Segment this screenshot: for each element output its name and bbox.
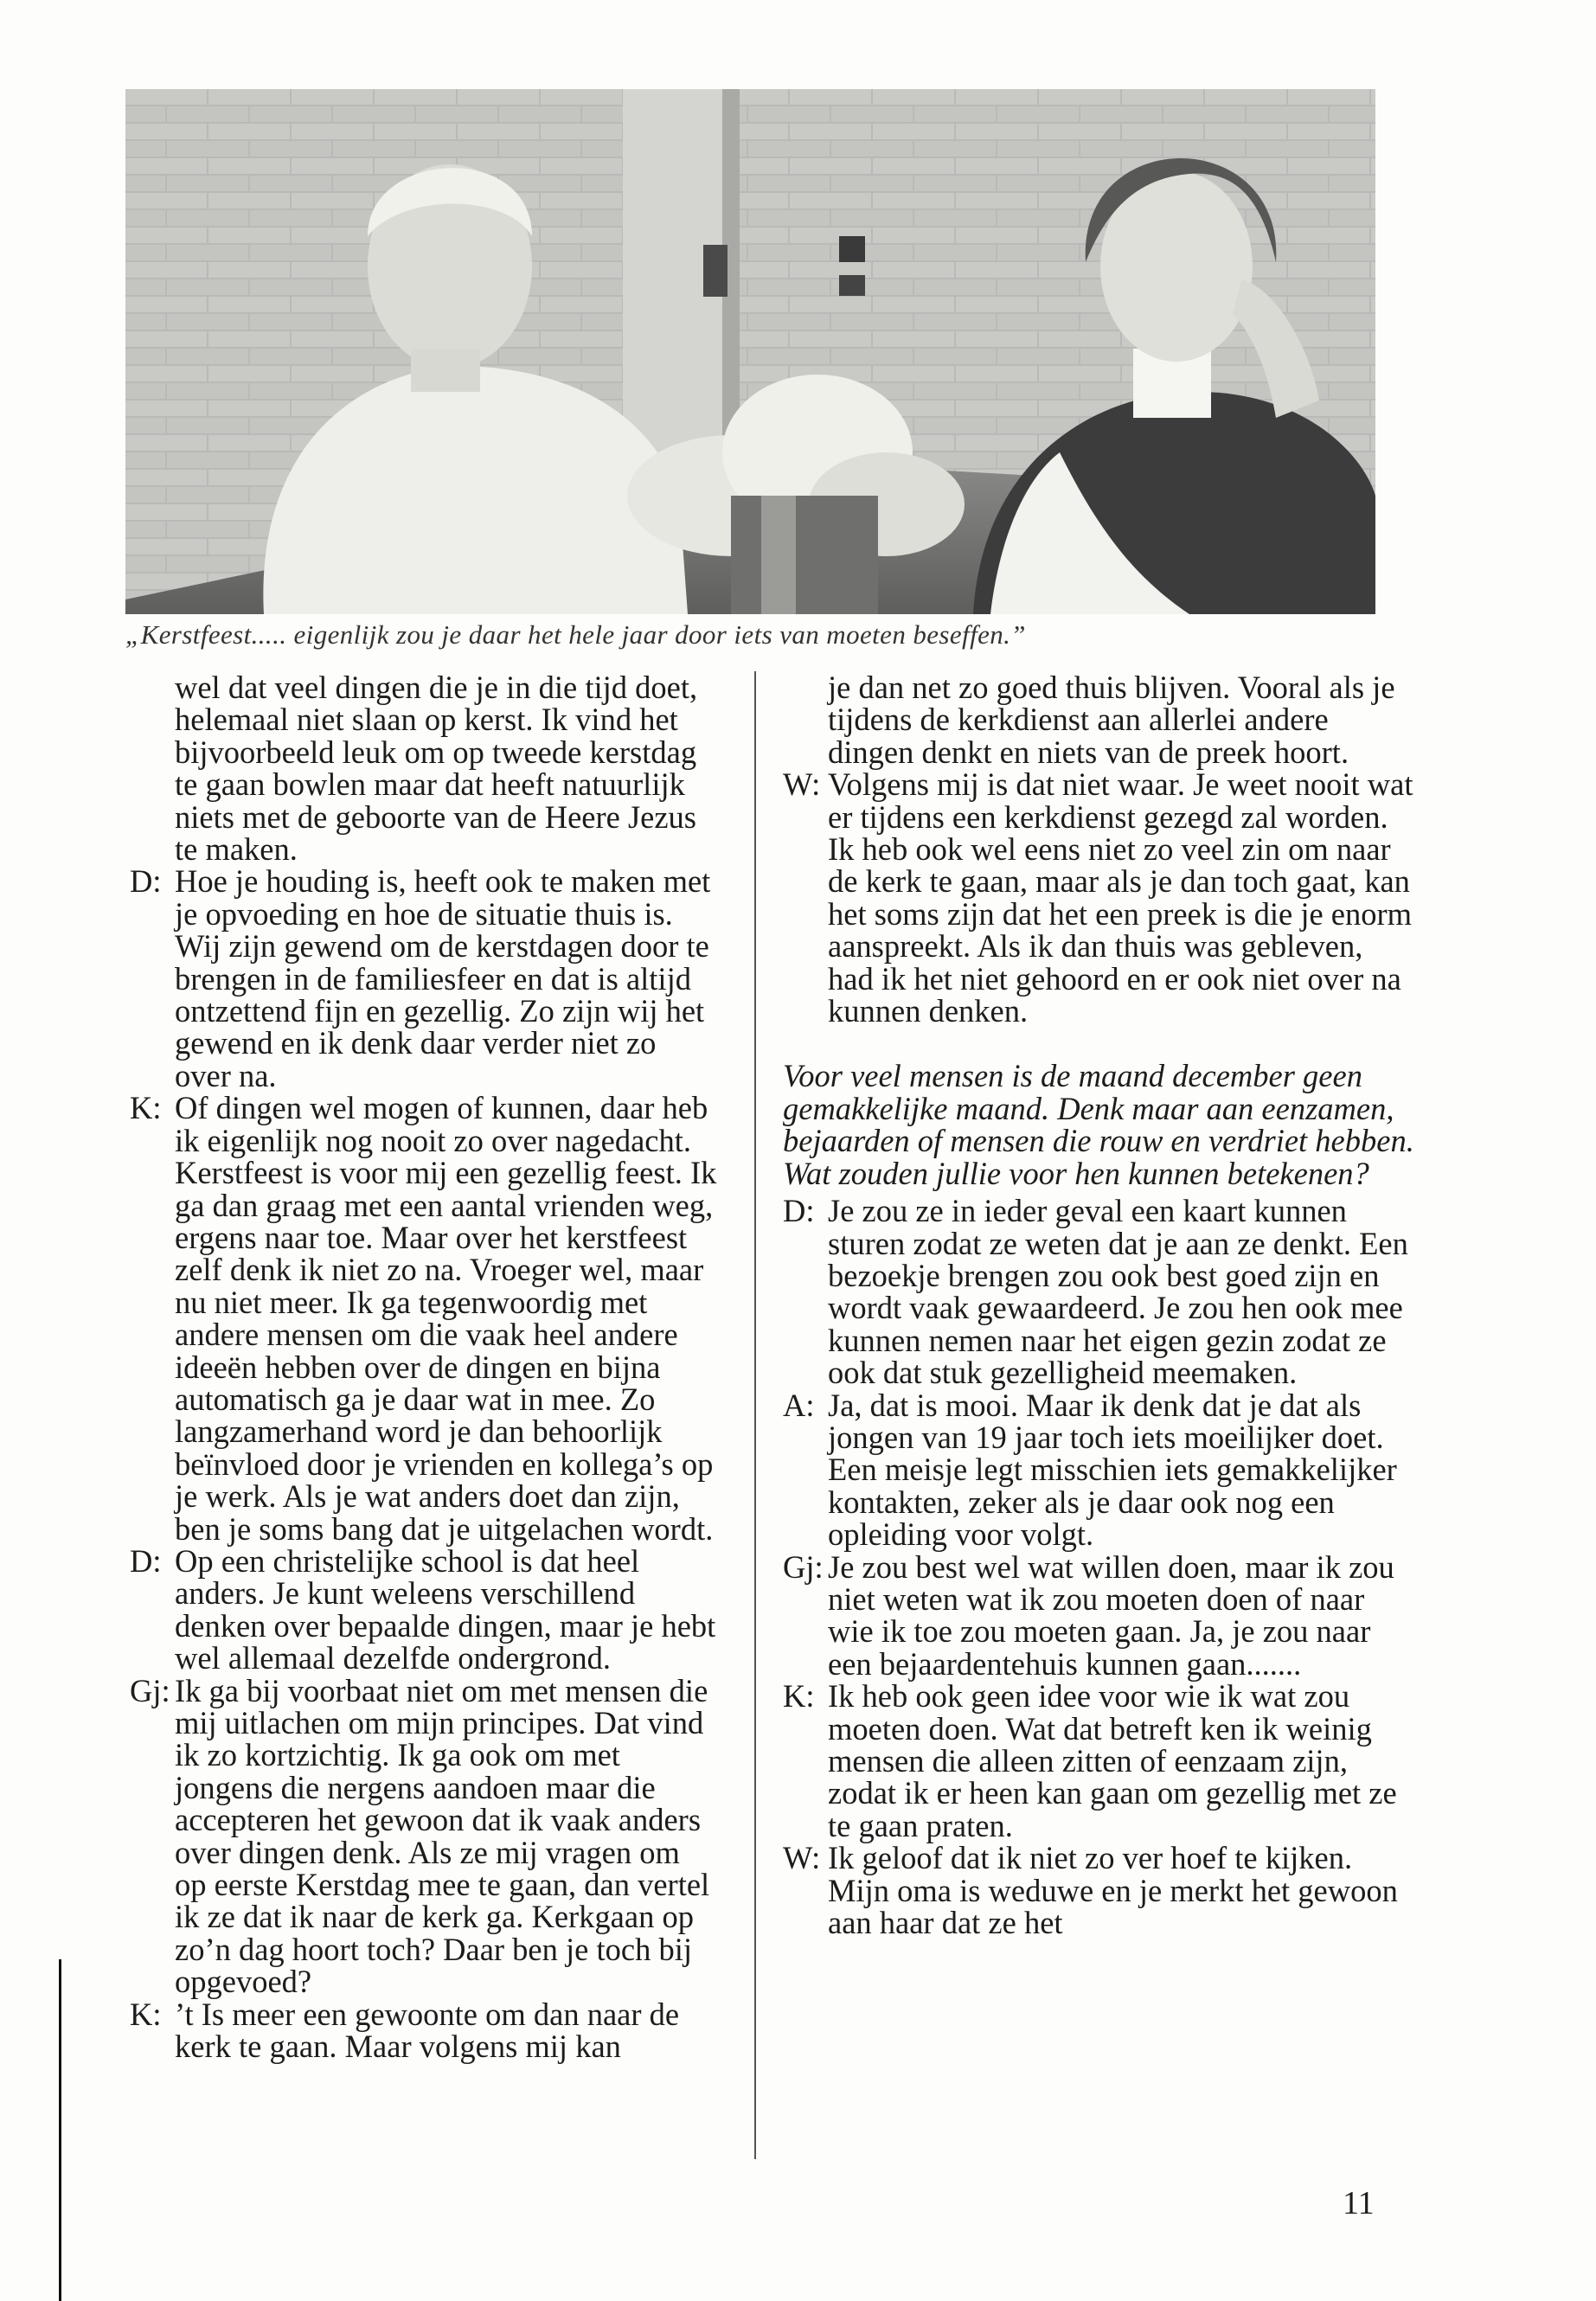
photo-illustration — [125, 89, 1375, 614]
speaker-label: A: — [783, 1387, 815, 1423]
interview-paragraph — [783, 1842, 1414, 1939]
paragraph-text: Ik ga bij voorbaat niet om met mensen die mij uitlachen om mijn principes. Dat vind ik zo kortzichtig. Ik ga ook om met jongens die nergens aandoen maar die accepteren het gewoon dat ik vaak anders over dingen denk. Als ze mij vragen om op eerste Kerstdag mee te gaan, dan vertel ik ze dat ik naar de kerk ga. Kerkgaan op zo’n dag hoort toch? Daar ben je toch bij opgevoed? — [175, 1672, 710, 2000]
margin-rule — [59, 1959, 61, 2301]
speaker-label: Gj: — [130, 1672, 170, 1708]
photo-caption: „Kerstfeest..... eigenlijk zou je daar het hele jaar door iets van moeten beseffen.” — [125, 619, 1026, 650]
speaker-label: K: — [130, 1090, 162, 1126]
paragraph-text: Je zou ze in ieder geval een kaart kunnen sturen zodat ze weten dat je aan ze denkt. Een bezoekje brengen zou ook best goed zijn en wordt vaak gewaardeerd. Je zou hen ook mee kunnen nemen naar het eigen gezin zodat ze ook dat stuk gezelligheid meemaken. — [828, 1193, 1408, 1391]
interview-paragraph — [130, 1542, 718, 1676]
paragraph-text: Ja, dat is mooi. Maar ik denk dat je dat als jongen van 19 jaar toch iets moeilijker doet. Een meisje legt misschien iets gemakkelijker kontakten, zeker als je daar ook nog een opleiding voor volgt. — [828, 1387, 1397, 1553]
interviewer-question: Voor veel mensen is de maand december geen gemakkelijke maand. Denk maar aan eenzamen, bejaarden of mensen die rouw en verdriet hebben. Wat zouden jullie voor hen kunnen betekenen? — [783, 1058, 1414, 1191]
paragraph-text: Ik geloof dat ik niet zo ver hoef te kijken. Mijn oma is weduwe en je merkt het gewoon aan haar dat ze het — [828, 1840, 1398, 1941]
interview-paragraph — [130, 1998, 718, 2063]
interview-paragraph — [130, 865, 718, 1092]
speaker-label: K: — [783, 1678, 815, 1715]
paragraph-text: Op een christelijke school is dat heel anders. Je kunt weleens verschillend denken over bepaalde dingen, maar je hebt wel allemaal dezelfde ondergrond. — [175, 1542, 716, 1676]
interview-paragraph — [783, 1193, 1414, 1391]
page-number: 11 — [1343, 2185, 1375, 2221]
speaker-label: W: — [783, 766, 821, 803]
left-column — [130, 670, 718, 2065]
right-column — [783, 671, 1414, 1939]
interview-paragraph — [130, 1092, 718, 1545]
paragraph-text: Volgens mij is dat niet waar. Je weet nooit wat er tijdens een kerkdienst gezegd zal worden. Ik heb ook wel eens niet zo veel zin om naar de kerk te gaan, maar als je dan toch gaat, kan het soms zijn dat het een preek is die je enorm aanspreekt. Als ik dan thuis was gebleven, had ik het niet gehoord en er ook niet over na kunnen denken. — [828, 766, 1413, 1029]
continuation-text: je dan net zo goed thuis blijven. Vooral als je tijdens de kerkdienst aan allerlei andere dingen denkt en niets van de preek hoort. — [828, 670, 1395, 770]
column-divider — [754, 671, 756, 2159]
paragraph-text: Je zou best wel wat willen doen, maar ik zou niet weten wat ik zou moeten doen of naar wie ik toe zou moeten gaan. Ja, je zou naar een bejaardentehuis kunnen gaan....... — [828, 1548, 1394, 1682]
paragraph-text: ’t Is meer een gewoonte om dan naar de kerk te gaan. Maar volgens mij kan — [175, 1996, 680, 2065]
speaker-label: D: — [130, 1542, 162, 1579]
paragraph-text: Hoe je houding is, heeft ook te maken met je opvoeding en hoe de situatie thuis is. Wij zijn gewend om de kerstdagen door te brengen in de familiesfeer en dat is altijd ontzettend fijn en gezellig. Zo zijn wij het gewend en ik denk daar verder niet zo over na. — [175, 863, 711, 1093]
continuation-text: wel dat veel dingen die je in die tijd doet, helemaal niet slaan op kerst. Ik vind het bijvoorbeeld leuk om op tweede kerstdag te gaan bowlen maar dat heeft natuurlijk niets met de geboorte van de Heere Jezus te maken. — [175, 670, 698, 868]
speaker-label: D: — [130, 863, 162, 900]
interview-paragraph — [783, 1548, 1414, 1682]
interview-paragraph — [783, 768, 1414, 1027]
interview-paragraph — [130, 1672, 718, 2000]
interview-paragraph — [783, 1680, 1414, 1842]
paragraph-text: Of dingen wel mogen of kunnen, daar heb ik eigenlijk nog nooit zo over nagedacht. Kerstfeest is voor mij een gezellig feest. Ik ga dan graag met een aantal vrienden weg, ergens naar toe. Maar over het kerstfeest zelf denk ik niet zo na. Vroeger wel, maar nu niet meer. Ik ga tegenwoordig met andere mensen om die vaak heel andere ideeën hebben over de dingen en bijna automatisch ga je daar wat in mee. Zo langzamerhand word je dan behoorlijk beïnvloed door je vrienden en kollega’s op je werk. Als je wat anders doet dan zijn, ben je soms bang dat je uitgelachen wordt. — [175, 1090, 717, 1547]
speaker-label: K: — [130, 1996, 162, 2032]
speaker-label: W: — [783, 1840, 821, 1876]
photo — [125, 89, 1375, 614]
interview-paragraph — [783, 1389, 1414, 1551]
speaker-label: D: — [783, 1193, 815, 1229]
paragraph-text: Ik heb ook geen idee voor wie ik wat zou moeten doen. Wat dat betreft ken ik weinig mensen die alleen zitten of eenzaam zijn, zodat ik er heen kan gaan om gezellig met ze te gaan praten. — [828, 1678, 1397, 1843]
speaker-label: Gj: — [783, 1548, 824, 1585]
